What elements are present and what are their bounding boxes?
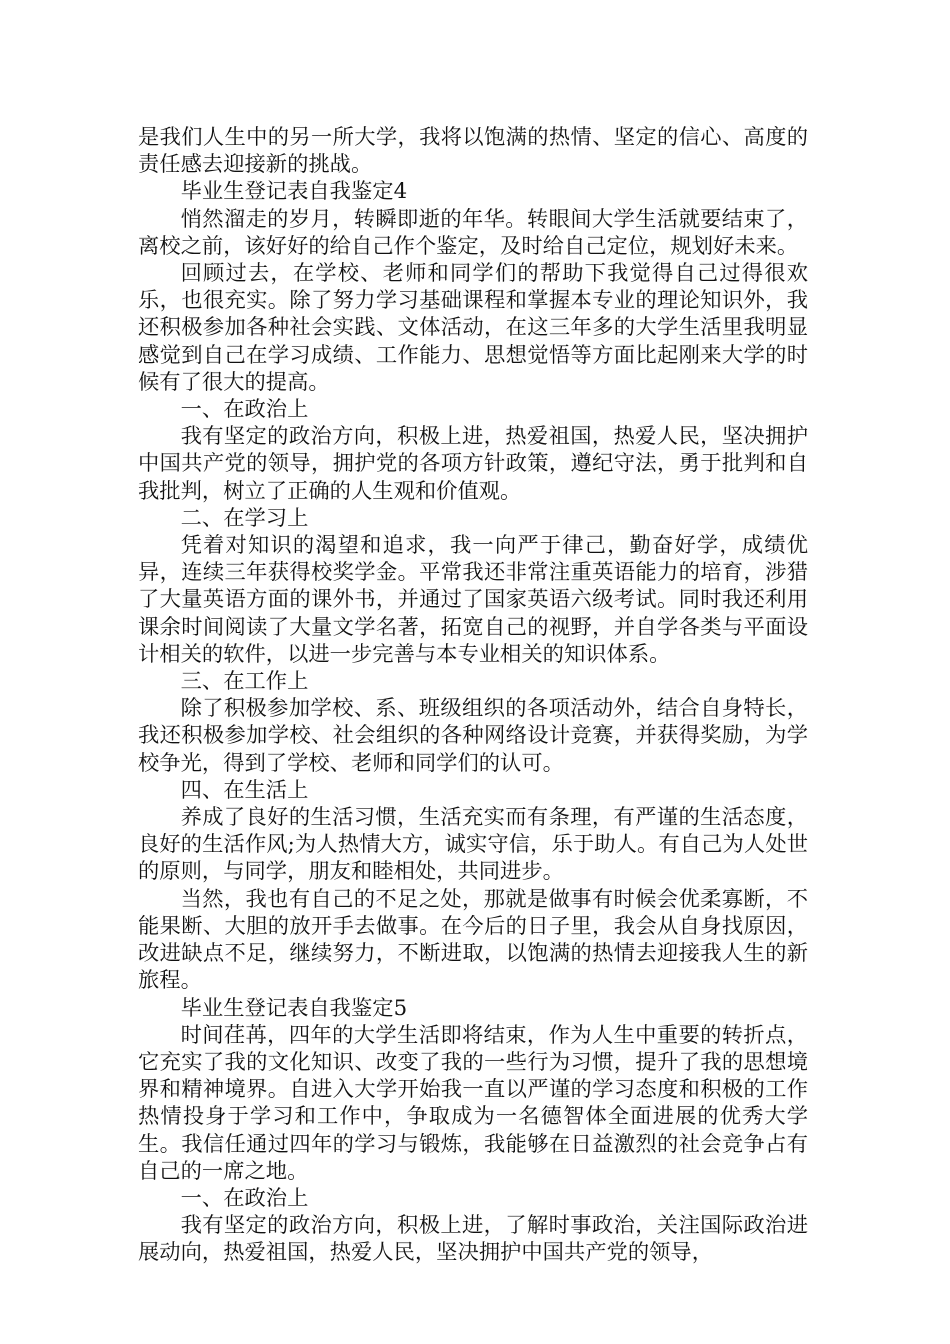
paragraph: 当然，我也有自己的不足之处，那就是做事有时候会优柔寡断，不能果断、大胆的放开手去做事。在今后的日子里，我会从自身找原因，改进缺点不足，继续努力，不断进取，以饱满的热情去迎接我人生的新旅程。 <box>138 886 808 994</box>
paragraph: 我有坚定的政治方向，积极上进，了解时事政治，关注国际政治进展动向，热爱祖国，热爱人民，坚决拥护中国共产党的领导， <box>138 1213 808 1266</box>
subsection-heading: 一、在政治上 <box>180 397 309 423</box>
subsection-heading: 四、在生活上 <box>180 777 309 803</box>
paragraph: 养成了良好的生活习惯，生活充实而有条理，有严谨的生活态度，良好的生活作风;为人热情大方，诚实守信，乐于助人。有自己为人处世的原则，与同学，朋友和睦相处，共同进步。 <box>138 805 808 885</box>
subsection-heading: 三、在工作上 <box>180 669 309 695</box>
paragraph: 除了积极参加学校、系、班级组织的各项活动外，结合自身特长，我还积极参加学校、社会组织的各种网络设计竞赛，并获得奖励，为学校争光，得到了学校、老师和同学们的认可。 <box>138 696 808 776</box>
paragraph: 凭着对知识的渴望和追求，我一向严于律己，勤奋好学，成绩优异，连续三年获得校奖学金。平常我还非常注重英语能力的培育，涉猎了大量英语方面的课外书，并通过了国家英语六级考试。同时我还利用课余时间阅读了大量文学名著，拓宽自己的视野，并自学各类与平面设计相关的软件，以进一步完善与本专业相关的知识体系。 <box>138 533 808 667</box>
subsection-heading: 一、在政治上 <box>180 1185 309 1211</box>
section-heading: 毕业生登记表自我鉴定5 <box>180 995 408 1021</box>
paragraph: 时间荏苒，四年的大学生活即将结束，作为人生中重要的转折点，它充实了我的文化知识、改变了我的一些行为习惯，提升了我的思想境界和精神境界。自进入大学开始我一直以严谨的学习态度和积极的工作热情投身于学习和工作中，争取成为一名德智体全面进展的优秀大学生。我信任通过四年的学习与锻炼，我能够在日益激烈的社会竞争占有自己的一席之地。 <box>138 1022 808 1184</box>
document-page <box>138 124 808 1267</box>
paragraph: 回顾过去，在学校、老师和同学们的帮助下我觉得自己过得很欢乐，也很充实。除了努力学习基础课程和掌握本专业的理论知识外，我还积极参加各种社会实践、文体活动，在这三年多的大学生活里我明显感觉到自己在学习成绩、工作能力、思想觉悟等方面比起刚来大学的时候有了很大的提高。 <box>138 261 808 395</box>
subsection-heading: 二、在学习上 <box>180 505 309 531</box>
section-heading: 毕业生登记表自我鉴定4 <box>180 179 408 205</box>
paragraph: 悄然溜走的岁月，转瞬即逝的年华。转眼间大学生活就要结束了，离校之前，该好好的给自己作个鉴定，及时给自己定位，规划好未来。 <box>138 206 808 259</box>
paragraph: 我有坚定的政治方向，积极上进，热爱祖国，热爱人民，坚决拥护中国共产党的领导，拥护党的各项方针政策，遵纪守法，勇于批判和自我批判，树立了正确的人生观和价值观。 <box>138 424 808 504</box>
paragraph-continuation: 是我们人生中的另一所大学，我将以饱满的热情、坚定的信心、高度的责任感去迎接新的挑战。 <box>138 125 808 178</box>
